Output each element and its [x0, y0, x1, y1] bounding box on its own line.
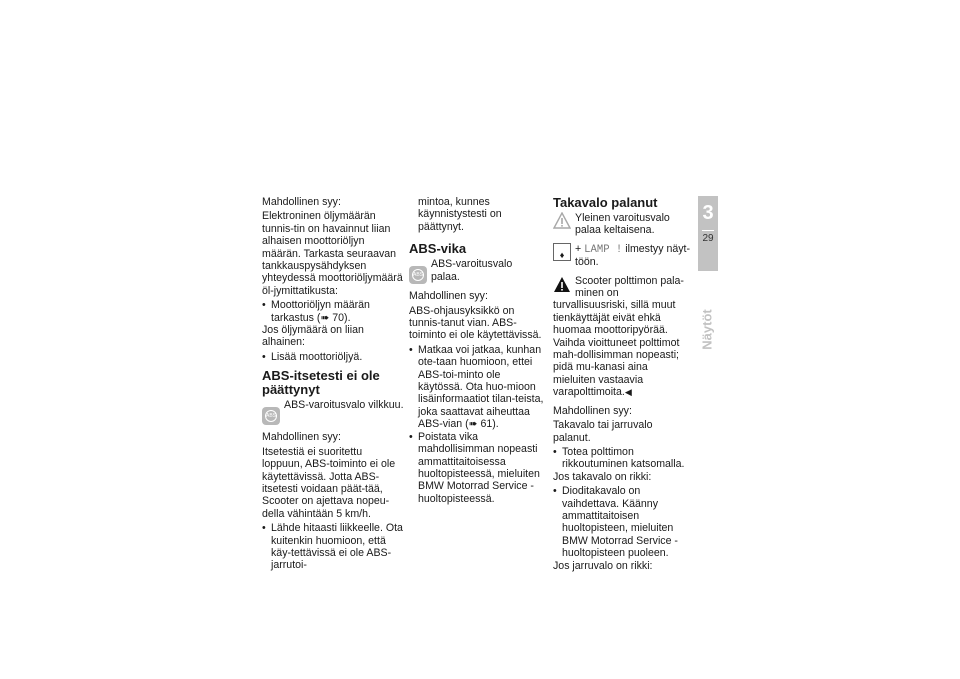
- list-item: • Totea polttimon rikkoutuminen katsomalla.: [553, 446, 693, 471]
- abs-fault-list: [409, 344, 544, 505]
- danger-block: [553, 275, 693, 399]
- column-1: [262, 196, 404, 572]
- low-oil-label: Jos öljymäärä on liian alhainen:: [262, 324, 364, 349]
- list-item: • Moottoriöljyn määrän tarkastus (➠ 70).: [262, 299, 404, 324]
- abs-on-row: [409, 258, 544, 284]
- add-oil-list: [262, 351, 404, 363]
- column-3: [553, 196, 693, 574]
- section-label-box: [701, 310, 715, 350]
- abs-flashing-row: [262, 399, 404, 425]
- abs-fault-heading: ABS-vika: [409, 241, 467, 257]
- cause-label: Mahdollinen syy:: [262, 196, 341, 208]
- abs-warning-icon: [262, 407, 280, 425]
- lamp-display-icon: ♦: [553, 243, 571, 261]
- lamp-display-row: [553, 243, 693, 269]
- general-warning-text: Yleinen varoitusvalo palaa keltaisena.: [575, 212, 670, 237]
- abs-flashing-text: ABS-varoitusvalo vilkkuu.: [284, 399, 404, 412]
- end-mark-icon: ◀: [624, 387, 632, 398]
- list-item: • Poistata vika mahdollisimman nopeasti ammattitaitoisessa huoltopisteessä, mieluiten BMW Motorrad Service -huoltopisteessä.: [409, 431, 544, 505]
- tail-light-heading: Takavalo palanut: [553, 195, 658, 210]
- cause-label: Mahdollinen syy:: [553, 404, 632, 417]
- lamp-code: LAMP !: [584, 243, 623, 256]
- general-warning-row: [553, 212, 693, 237]
- tail-broken-label: Jos takavalo on rikki:: [553, 470, 652, 483]
- chapter-number: 3: [702, 202, 714, 224]
- cause-label: Mahdollinen syy:: [409, 290, 488, 303]
- list-item: • Lisää moottoriöljyä.: [262, 351, 404, 363]
- lamp-suffix: ilmestyy näyt-töön.: [575, 242, 691, 269]
- selftest-list: [262, 522, 404, 572]
- list-item: • Lähde hitaasti liikkeelle. Ota kuitenkin huomioon, että käy-tettävissä ei ole ABS-jarrutoi-: [262, 522, 404, 572]
- cause-label: Mahdollinen syy:: [262, 431, 341, 444]
- abs-fault-paragraph: ABS-ohjausyksikkö on tunnis-tanut vian. ABS-toiminto ei ole käytettävissä.: [409, 304, 542, 342]
- column-2: [409, 196, 544, 505]
- abs-selftest-heading: ABS-itsetesti ei ole päättynyt: [262, 368, 380, 398]
- selftest-paragraph: Itsetestiä ei suoritettu loppuun, ABS-toiminto ei ole käytettävissä. Jotta ABS-itsetesti voidaan päät-tää, Scooter on ajettava nopeu-della vähintään 5 km/h.: [262, 445, 396, 520]
- page-number: 29: [702, 233, 714, 244]
- check-list: [553, 446, 693, 471]
- abs-icon-label: ABS: [412, 272, 423, 279]
- section-label: Näytöt: [699, 309, 715, 350]
- tail-light-cause: Takavalo tai jarruvalo palanut.: [553, 419, 653, 444]
- lamp-prefix: +: [575, 242, 582, 255]
- brake-broken-label: Jos jarruvalo on rikki:: [553, 559, 653, 572]
- abs-icon-label: ABS: [265, 413, 276, 420]
- lamp-display-text: [571, 243, 693, 269]
- list-item: • Dioditakavalo on vaihdettava. Käänny ammattitaitoisen huoltopisteen, mieluiten BMW Motorrad Service -huoltopisteen puoleen.: [553, 485, 693, 559]
- general-warning-icon: [553, 212, 571, 230]
- abs-on-text: ABS-varoitusvalo palaa.: [431, 258, 513, 283]
- danger-icon: [553, 276, 571, 294]
- chapter-tab: [698, 196, 718, 271]
- list-item: • Matkaa voi jatkaa, kunhan ote-taan huomioon, ettei ABS-toi-minto ole käytössä. Ota huo-mioon lisäinformaatiot tilan-teista, joka saattavat aiheuttaa ABS-vian (➠ 61).: [409, 344, 544, 431]
- oil-list: [262, 299, 404, 324]
- tab-divider: [702, 230, 714, 231]
- abs-warning-icon: [409, 266, 427, 284]
- continuation-text: mintoa, kunnes käynnistystesti on päättynyt.: [418, 196, 502, 233]
- danger-text: Scooter polttimon pala-minen on turvallisuusriski, sillä muut tienkäyttäjät eivät ehkä huomaa moottoripyörää. Vaihda vioittuneet polttimot mah-dollisimman nopeasti; pidä mu-kanasi aina mieluiten vastaavia varapolttimoita.: [553, 274, 684, 399]
- oil-paragraph: Elektroninen öljymäärän tunnis-tin on havainnut liian alhaisen moottoriöljyn määrän. Tarkasta seuraavan tankkauspysähdyksen yhteydessä moottoriöljymäärä öl-jymittatikusta:: [262, 210, 403, 297]
- tail-broken-list: [553, 485, 693, 559]
